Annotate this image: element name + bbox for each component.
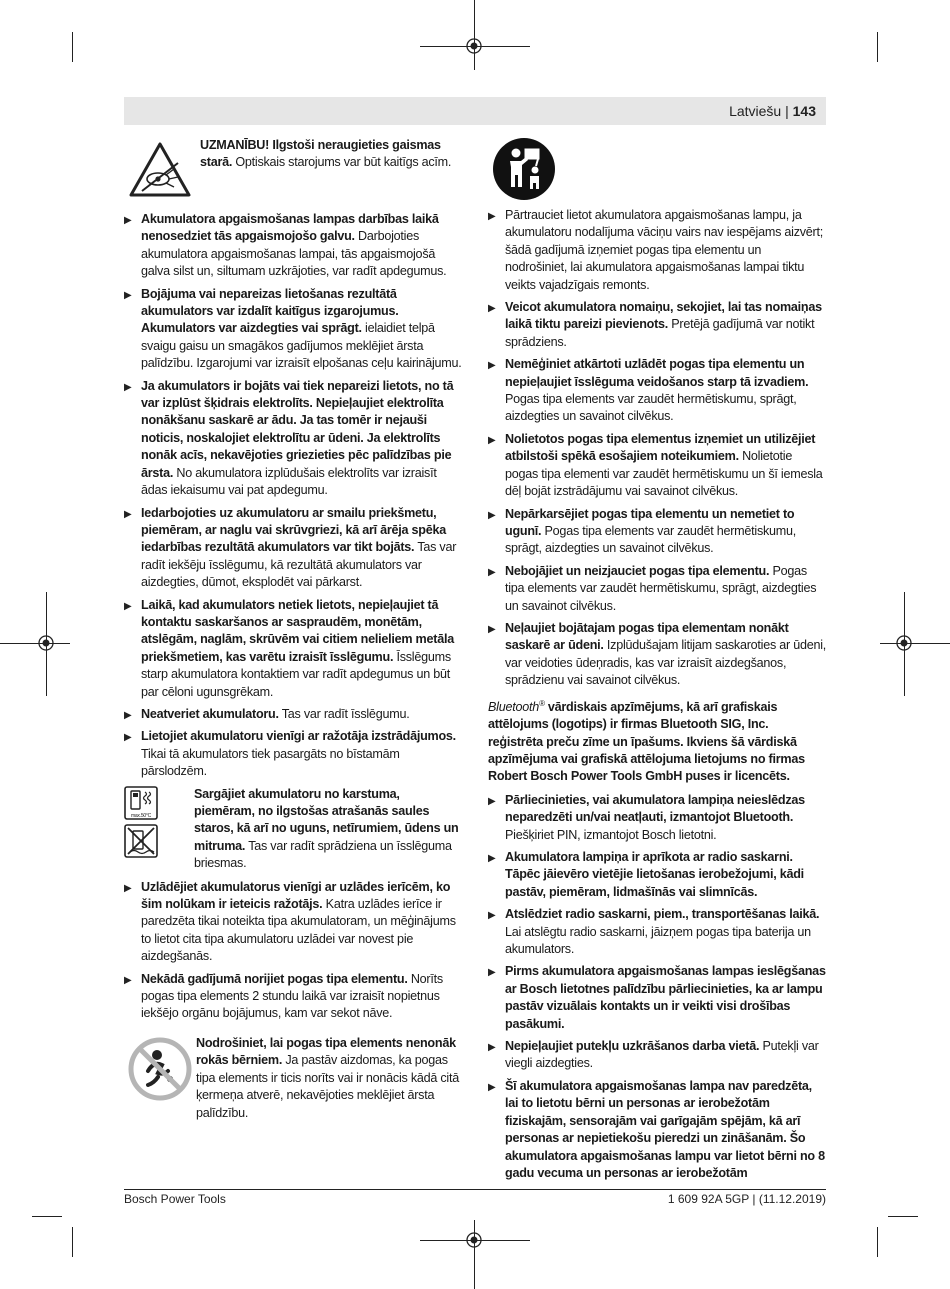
list-item-bold: Pirms akumulatora apgaismošanas lampas ieslēgšanas ar Bosch lietotnes palīdzību pārliecinieties, ka ar lampu pastāv vizuālais kontakts un ir veikti visi drošības pasākumi. — [505, 964, 826, 1031]
list-item — [488, 207, 826, 294]
eye-hazard-warning-icon — [128, 141, 192, 199]
list-item — [124, 378, 462, 500]
swallow-warning — [124, 1035, 462, 1122]
list-item-bold: Nekādā gadījumā norijiet pogas tipa elementu. — [141, 971, 408, 986]
list-item-text: ielaidiet telpā svaigu gaisu un smagākos gadījumos meklējiet ārsta palīdzību. Izgarojumi var izraisīt elpošanas ceļu kairinājumu. — [141, 321, 462, 371]
bluetooth-note-text: vārdiskais apzīmējums, kā arī grafiskais attēlojums (logotips) ir firmas Bluetooth SIG, Inc. reģistrēta preču zīme un īpašums. Ikviens šā vārdiskā apzīmējuma vai grafiskā attēlojuma lietojums no firmas Robert Bosch Power Tools GmbH puses ir licencēts. — [488, 699, 805, 784]
list-item-bold: Uzlādējiet akumulatorus vienīgi ar uzlādes ierīcēm, ko šim nolūkam ir ieteicis ražotājs. — [141, 879, 451, 912]
crop-mark-bottom-right-h — [888, 1216, 918, 1217]
page-number: 143 — [792, 103, 816, 119]
footer-doc-id: 1 609 92A 5GP | (11.12.2019) — [667, 1192, 826, 1206]
crop-mark-bottom-right — [877, 1227, 878, 1257]
list-item-text: Katra uzlādes ierīce ir paredzēta tikai noteikta tipa akumulatoram, un mēģinājums to lietot cita tipa akumulatoru uzlādei var novest pie aizdegšanās. — [141, 897, 456, 964]
temperature-limit-icon — [124, 786, 158, 820]
swallow-warning-bold: Nodrošiniet, lai pogas tipa elements nenonāk rokās bērniem. — [196, 1035, 456, 1068]
list-item-text: Tikai tā akumulators tiek pasargāts no bīstamām pārslodzēm. — [141, 746, 400, 779]
list-item-text: Pogas tipa elements var zaudēt hermētiskumu, sprāgt, aizdegties un savainot cilvēkus. — [505, 563, 817, 613]
warning-text: Optiskais starojums var būt kaitīgs acīm. — [232, 155, 452, 170]
list-item-text: Īsslēgums starp akumulatora kontaktiem var radīt apdegumus un būt par cēloni ugunsgrēkam. — [141, 649, 451, 699]
list-item — [488, 849, 826, 901]
list-item-bold: Nemēģiniet atkārtoti uzlādēt pogas tipa elementu un nepieļaujiet īsslēguma veidošanos starp tā izvadiem. — [505, 357, 809, 389]
list-item-bold: Atslēdziet radio saskarni, piem., transportēšanas laikā. — [505, 907, 820, 922]
keep-away-from-children-icon-wrap — [488, 137, 826, 207]
list-item — [488, 906, 826, 958]
list-item-text: Pogas tipa elements var zaudēt hermētiskumu, sprāgt, aizdegties un savainot cilvēkus. — [505, 392, 797, 424]
list-item-bold: Bojājuma vai nepareizas lietošanas rezultātā akumulators var izdalīt kaitīgus izgarojumus. Akumulators var aizdegties vai sprāgt. — [141, 286, 399, 336]
list-item-text: Pogas tipa elements var zaudēt hermētiskumu, sprāgt, aizdegties un savainot cilvēkus. — [505, 523, 797, 556]
crop-mark-bottom-left-h — [32, 1216, 62, 1217]
list-item-bold: Akumulatora apgaismošanas lampas darbības laikā nenosedziet tās apgaismojošo galvu. — [141, 212, 439, 244]
list-item — [124, 211, 462, 281]
right-column — [488, 137, 826, 1187]
list-item-text: Putekļi var viegli aizdegties. — [505, 1039, 819, 1071]
list-item — [124, 286, 462, 373]
list-item — [124, 879, 462, 966]
list-item-bold: Laikā, kad akumulators netiek lietots, nepieļaujiet tā kontaktu saskaršanos ar saspraudēm, monētām, atslēgām, naglām, skrūvēm vai citiem nelieliem metāla priekšmetiem, kas varētu izraisīt īsslēgumu. — [141, 597, 454, 664]
list-item-bold: Nepieļaujiet putekļu uzkrāšanos darba vietā. — [505, 1039, 760, 1054]
list-item-bold: Veicot akumulatora nomaiņu, sekojiet, lai tas nomaiņas laikā tiktu pareizi pievienots. — [505, 300, 822, 332]
list-item — [488, 356, 826, 426]
list-item-bold: Ja akumulators ir bojāts vai tiek nepareizi lietots, no tā var izplūst šķidrais elektrolīts. Nepieļaujiet elektrolīta nonākšanu saskarē ar ādu. Ja tas tomēr ir nejauši noticis, noskalojiet elektrolītu ar ūdeni. Ja elektrolīts nonāk acīs, nekavējoties griezieties pēc palīdzības pie ārsta. — [141, 378, 454, 480]
list-item — [488, 792, 826, 844]
list-item — [488, 1078, 826, 1182]
left-column — [124, 137, 462, 1128]
header-text — [729, 103, 816, 119]
crop-mark-right-mid-h — [880, 643, 950, 644]
heat-warning-text: Tas var radīt sprādziena un īsslēguma briesmas. — [194, 838, 452, 871]
list-item-bold: Pārliecinieties, vai akumulatora lampiņa neieslēdzas neparedzēti un/vai neatļauti, izmantojot Bluetooth. — [505, 792, 805, 825]
list-item-bold: Neatveriet akumulatoru. — [141, 706, 279, 721]
bluetooth-word: Bluetooth — [488, 699, 539, 714]
list-item-bold: Nepārkarsējiet pogas tipa elementu un nemetiet to ugunī. — [505, 506, 795, 538]
crop-mark-top-left — [72, 32, 73, 62]
bluetooth-trademark-note — [488, 695, 826, 786]
list-item-text: Tas var radīt īsslēgumu. — [278, 706, 410, 721]
crop-mark-bottom-left — [72, 1227, 73, 1257]
list-item-bold: Nebojājiet un neizjauciet pogas tipa elementu. — [505, 563, 770, 578]
list-item — [124, 505, 462, 592]
list-item-text: Norīts pogas tipa elements 2 stundu laikā var izraisīt nopietnus iekšējo orgānu bojājumus, kam var sekot nāve. — [141, 971, 443, 1021]
list-item-bold: Lietojiet akumulatoru vienīgi ar ražotāja izstrādājumos. — [141, 729, 456, 744]
list-item — [488, 1038, 826, 1073]
registration-mark-icon — [36, 633, 56, 653]
list-item — [488, 299, 826, 351]
header-separator: | — [785, 103, 789, 119]
list-item-text: Pārtrauciet lietot akumulatora apgaismošanas lampu, ja akumulatoru nodalījuma vāciņu vairs nav iespējams aizvērt; šādā gadījumā izņemiet pogas tipa elementu un nodrošiniet, lai akumulatora apgaismošanas lampai tiktu veikts vajadzīgais remonts. — [505, 208, 823, 292]
list-item — [124, 728, 462, 780]
registration-mark-icon — [894, 633, 914, 653]
list-item-bold: Neļaujiet bojātajam pogas tipa elementam nonākt saskarē ar ūdeni. — [505, 620, 789, 653]
list-item-text: Tas var radīt iekšēju īsslēgumu, kā rezultātā akumulators var aizdegties, dūmot, eksplodēt vai pārkarst. — [141, 540, 457, 590]
list-item-bold: Akumulatora lampiņa ir aprīkota ar radio saskarni. Tāpēc jāievēro vietējie lietošanas ierobežojumi, kādi pastāv, piemēram, lidmašīnās vai slimnīcās. — [505, 850, 804, 899]
list-item-bold: Šī akumulatora apgaismošanas lampa nav paredzēta, lai to lietotu bērni un personas ar ierobežotām fiziskajām, sensorajām vai garīgajām spējām, kā arī personas ar nepietiekošu pieredzi un zināšanām. Šo akumulatora apgaismošanas lampu var lietot bērni no 8 gadu vecuma un personas ar ierobežotām — [505, 1078, 825, 1180]
list-item — [124, 971, 462, 1023]
list-item-bold: Iedarbojoties uz akumulatoru ar smailu priekšmetu, piemēram, ar naglu vai skrūvgriezi, kā arī ārēja spēka iedarbības rezultātā akumulators var tikt bojāts. — [141, 505, 447, 555]
do-not-swallow-icon — [128, 1037, 192, 1101]
crop-mark-top-center-v — [474, 0, 475, 70]
footer-divider — [124, 1189, 826, 1190]
header-language: Latviešu — [729, 103, 782, 119]
list-item-text: Darbojoties akumulatora apgaismošanas lampai, tās apgaismojošā galva silst un, siltumam uzkrājoties, var radīt apdegumus. — [141, 229, 447, 279]
list-item-text: No akumulatora izplūdušais elektrolīts var izraisīt ādas iekaisumu vai pat apdegumu. — [141, 465, 437, 498]
crop-mark-top-right — [877, 32, 878, 62]
list-item — [488, 563, 826, 615]
heat-warning-bold: Sargājiet akumulatoru no karstuma, piemēram, no ilgstošas atrašanās saules staros, kā arī no uguns, netīrumiem, ūdens un mitruma. — [194, 786, 459, 853]
warning-bold: UZMANĪBU! Ilgstoši neraugieties gaismas starā. — [200, 138, 441, 170]
registration-mark-icon — [464, 36, 484, 56]
keep-away-from-children-icon — [492, 137, 556, 201]
heat-warning — [124, 786, 462, 873]
list-item — [488, 620, 826, 690]
list-item-text: Piešķiriet PIN, izmantojot Bosch lietotni. — [505, 827, 717, 842]
list-item-text: Lai atslēgtu radio saskarni, jāizņem pogas tipa baterija un akumulators. — [505, 924, 811, 957]
list-item-text: Pretējā gadījumā var notikt sprādziens. — [505, 317, 815, 349]
list-item-text: Izplūdušajam litijam saskaroties ar ūdeni, var veidoties ūdeņradis, kas var izraisīt aizdegšanos, sprādzienu vai savainot cilvēkus. — [505, 638, 827, 688]
no-water-battery-icon — [124, 824, 158, 858]
list-item — [488, 963, 826, 1033]
crop-mark-left-mid-h — [0, 643, 70, 644]
list-item-text: Nolietotie pogas tipa elementi var zaudēt hermētiskumu un šī iemesla dēļ bojāt izstrādājumu vai savainot cilvēkus. — [505, 449, 823, 499]
list-item — [488, 506, 826, 558]
footer-brand: Bosch Power Tools — [124, 1192, 226, 1206]
optical-radiation-warning — [124, 137, 462, 199]
swallow-warning-text: Ja pastāv aizdomas, ka pogas tipa elements ir ticis norīts vai ir nonācis kādā citā ķermeņa atverē, nekavējoties meklējiet ārsta palīdzību. — [196, 1053, 459, 1120]
registration-mark-icon — [464, 1230, 484, 1250]
page-header — [124, 97, 826, 125]
temperature-label: max.50°C — [130, 812, 152, 819]
list-item — [488, 431, 826, 501]
list-item — [124, 706, 462, 723]
registered-mark: ® — [538, 698, 545, 708]
list-item-bold: Nolietotos pogas tipa elementus izņemiet un utilizējiet atbilstoši spēkā esošajiem noteikumiem. — [505, 431, 816, 464]
list-item — [124, 597, 462, 701]
